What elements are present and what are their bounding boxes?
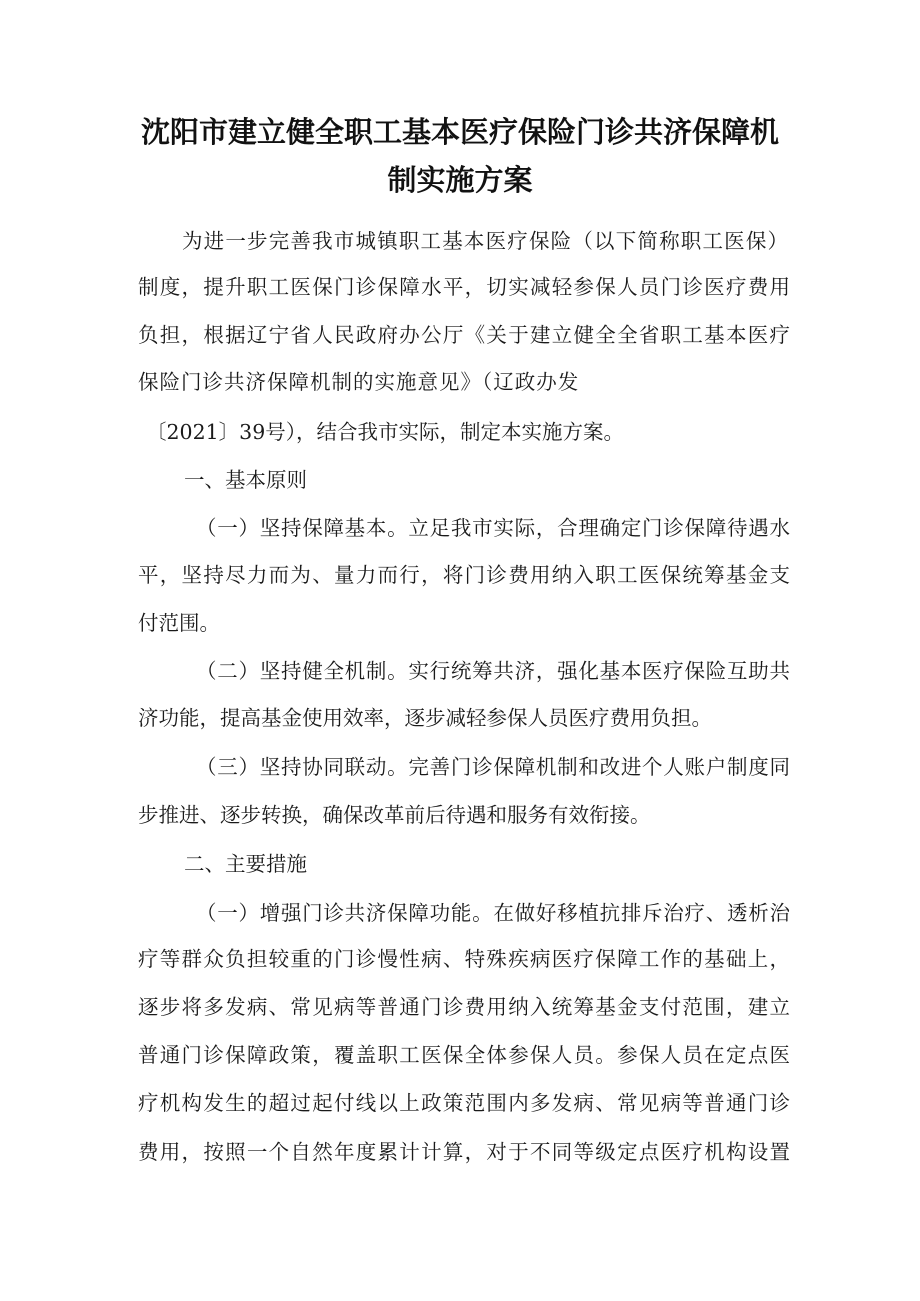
measure-1-line-3: 逐步将多发病、常见病等普通门诊费用纳入统筹基金支付范围，建立 [138, 995, 790, 1019]
intro-line-2: 制度，提升职工医保门诊保障水平，切实减轻参保人员门诊医疗费用 [138, 275, 790, 299]
principle-3-line-2: 步推进、逐步转换，确保改革前后待遇和服务有效衔接。 [138, 803, 651, 827]
principle-3-line-1: （三）坚持协同联动。完善门诊保障机制和改进个人账户制度同 [196, 755, 790, 779]
intro-line-4: 保险门诊共济保障机制的实施意见》（辽政办发 [138, 370, 580, 394]
principle-1-line-3: 付范围。 [138, 611, 220, 635]
principle-2-line-2: 济功能，提高基金使用效率，逐步减轻参保人员医疗费用负担。 [138, 706, 712, 730]
measure-1-line-5: 疗机构发生的超过起付线以上政策范围内多发病、常见病等普通门诊 [138, 1091, 790, 1115]
section-heading-basic-principles: 一、基本原则 [184, 468, 307, 492]
intro-line-3: 负担，根据辽宁省人民政府办公厅《关于建立健全全省职工基本医疗 [138, 323, 790, 347]
document-title-line-1: 沈阳市建立健全职工基本医疗保险门诊共济保障机 [140, 115, 779, 149]
principle-2-line-1: （二）坚持健全机制。实行统筹共济，强化基本医疗保险互助共 [196, 659, 790, 683]
principle-1-line-1: （一）坚持保障基本。立足我市实际，合理确定门诊保障待遇水 [196, 516, 790, 540]
section-heading-main-measures: 二、主要措施 [184, 852, 307, 876]
principle-1-line-2: 平，坚持尽力而为、量力而行，将门诊费用纳入职工医保统筹基金支 [138, 563, 790, 587]
document-title-line-2: 制实施方案 [387, 163, 533, 197]
measure-1-line-4: 普通门诊保障政策，覆盖职工医保全体参保人员。参保人员在定点医 [138, 1043, 790, 1067]
measure-1-line-6: 费用，按照一个自然年度累计计算，对于不同等级定点医疗机构设置 [138, 1140, 790, 1164]
intro-line-1: 为进一步完善我市城镇职工基本医疗保险（以下简称职工医保） [182, 229, 788, 253]
measure-1-line-2: 疗等群众负担较重的门诊慢性病、特殊疾病医疗保障工作的基础上， [138, 947, 790, 971]
intro-line-5: 〔2021〕39号），结合我市实际，制定本实施方案。 [146, 420, 625, 444]
measure-1-line-1: （一）增强门诊共济保障功能。在做好移植抗排斥治疗、透析治 [196, 901, 790, 925]
